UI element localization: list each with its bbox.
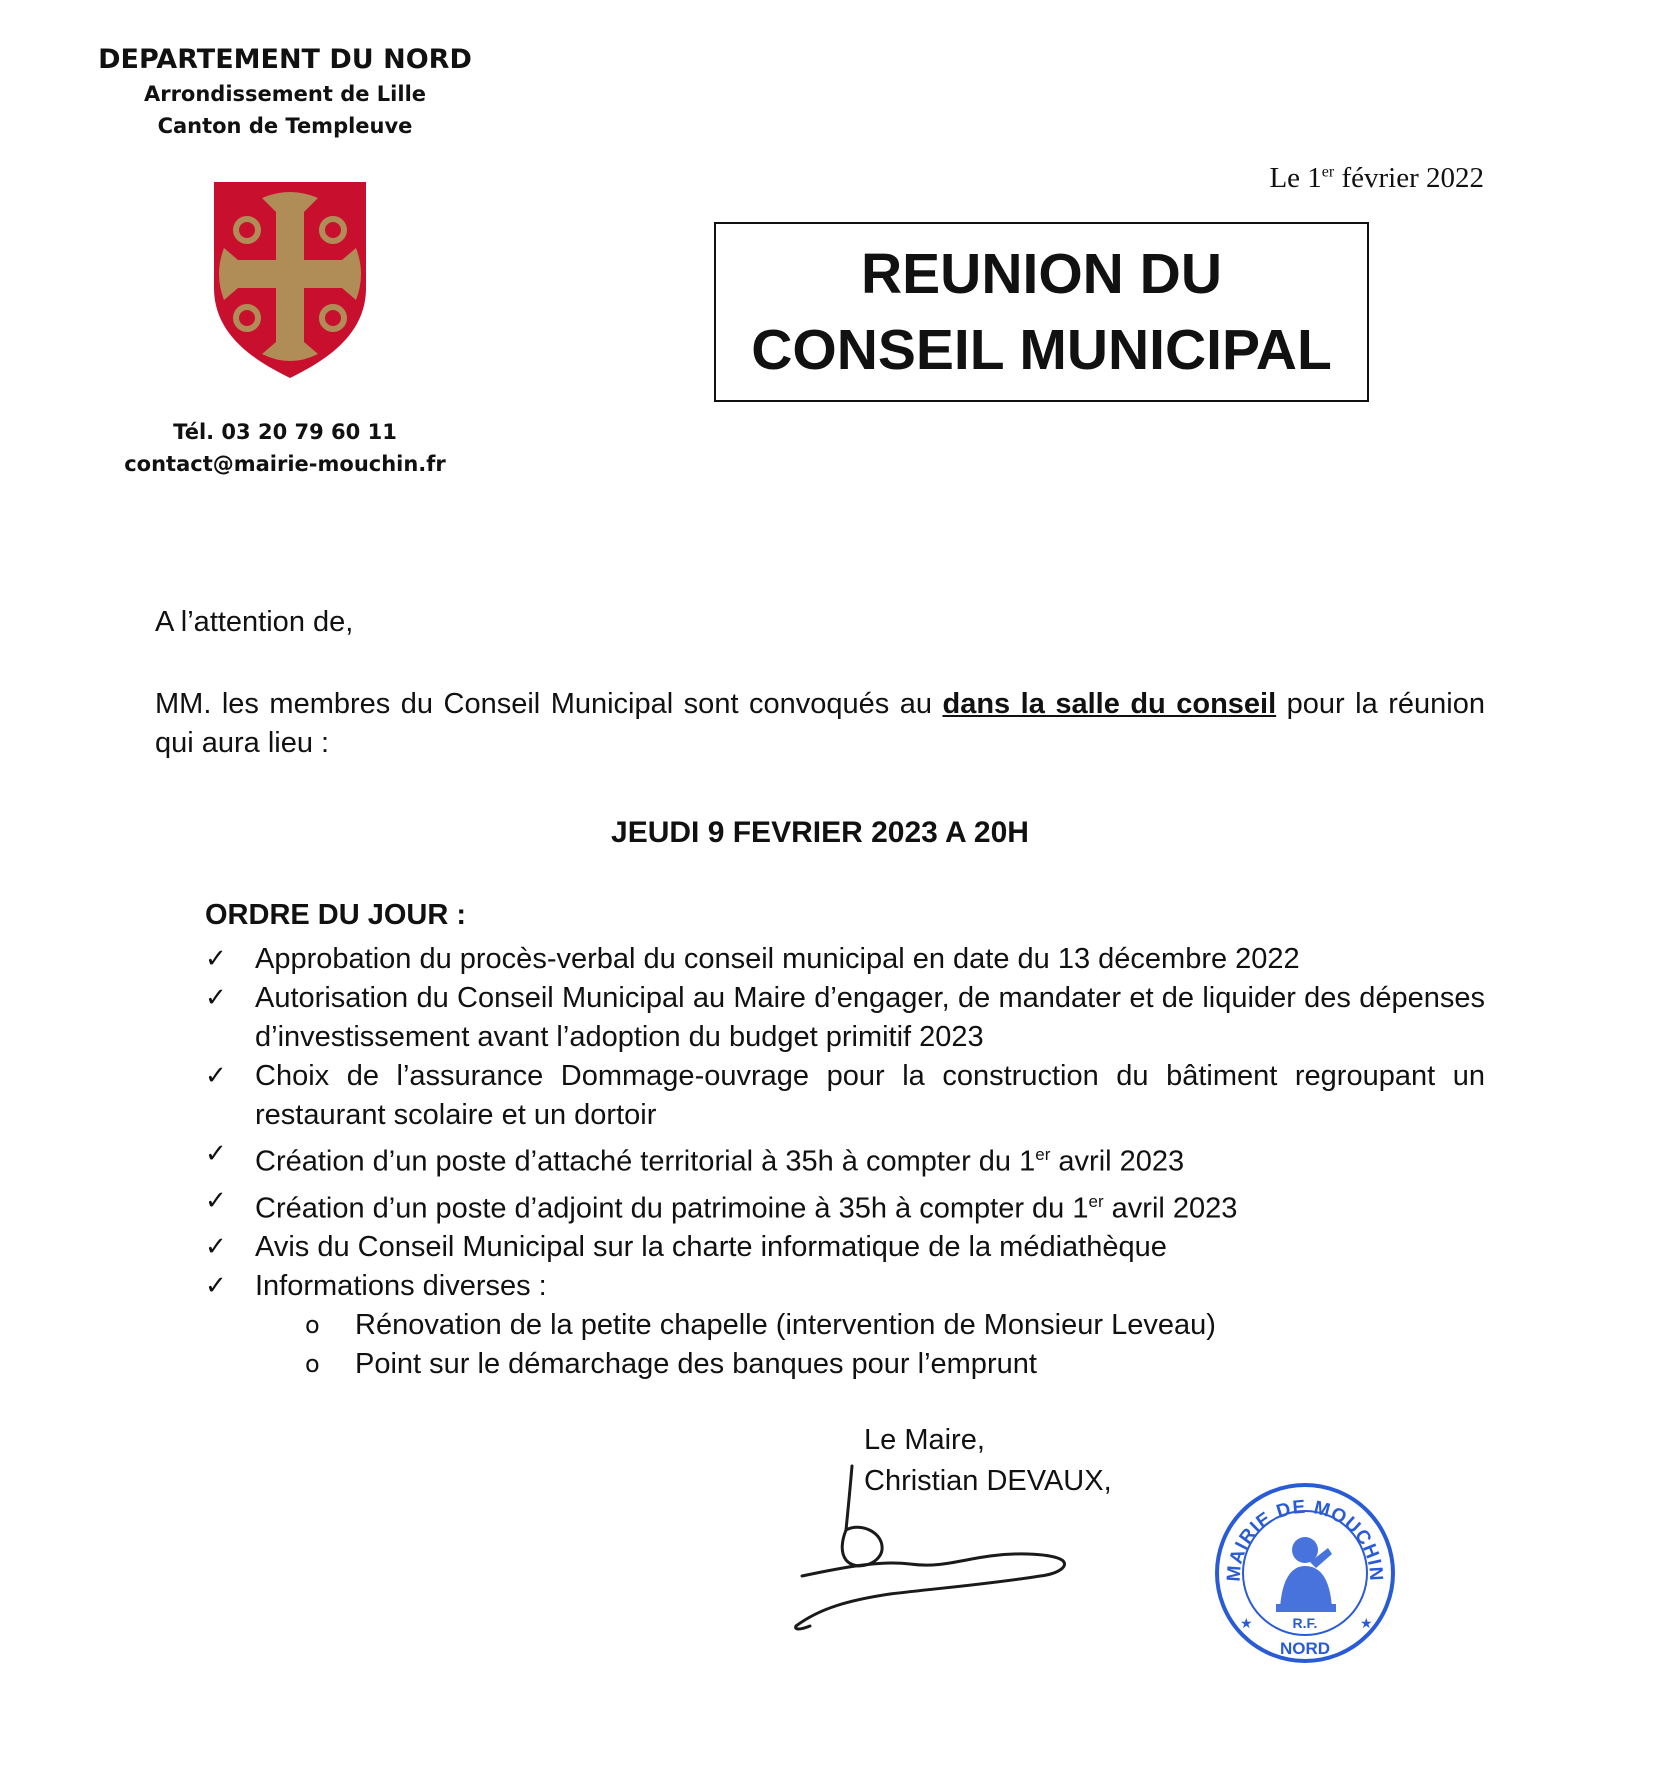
checkmark-icon: ✓ <box>205 983 227 1013</box>
department-heading: DEPARTEMENT DU NORD <box>98 44 472 75</box>
checkmark-icon: ✓ <box>205 1271 227 1302</box>
arrondissement-line: Arrondissement de Lille <box>143 82 427 106</box>
agenda-item: ✓ Avis du Conseil Municipal sur la charte informatique de la médiathèque <box>205 1228 1485 1267</box>
checkmark-icon: ✓ <box>205 1232 227 1263</box>
signatory-title: Le Maire, <box>864 1424 985 1456</box>
agenda-sub-item: o Point sur le démarchage des banques pour l’emprunt <box>205 1345 1485 1384</box>
attention-line: A l’attention de, <box>155 606 354 638</box>
email-line: contact@mairie-mouchin.fr <box>124 452 446 476</box>
svg-text:★: ★ <box>1240 1616 1253 1632</box>
meeting-location: dans la salle du conseil <box>942 688 1277 720</box>
coat-of-arms-icon <box>210 178 370 380</box>
agenda-item: ✓ Approbation du procès-verbal du conseil municipal en date du 13 décembre 2022 <box>205 940 1485 979</box>
handwritten-signature <box>790 1460 1090 1660</box>
circle-bullet-icon: o <box>305 1350 320 1379</box>
agenda-sub-item: o Rénovation de la petite chapelle (intervention de Monsieur Leveau) <box>205 1306 1485 1345</box>
svg-text:NORD: NORD <box>1279 1639 1331 1658</box>
agenda-item: ✓ Autorisation du Conseil Municipal au Maire d’engager, de mandater et de liquider des dépenses d’investissement avant l’adoption du budget primitif 2023 <box>205 979 1485 1057</box>
document-date: Le 1er février 2022 <box>1269 162 1484 194</box>
meeting-title-box <box>714 222 1369 402</box>
svg-text:★: ★ <box>1360 1616 1373 1632</box>
meeting-date: JEUDI 9 FEVRIER 2023 A 20H <box>611 816 1029 849</box>
checkmark-icon: ✓ <box>205 944 227 974</box>
agenda-item: ✓ Création d’un poste d’attaché territorial à 35h à compter du 1er avril 2023 <box>205 1135 1485 1182</box>
svg-text:R.F.: R.F. <box>1292 1615 1318 1631</box>
checkmark-icon: ✓ <box>205 1139 227 1169</box>
phone-line: Tél. 03 20 79 60 11 <box>173 420 397 444</box>
agenda-title: ORDRE DU JOUR : <box>205 899 467 931</box>
agenda-item: ✓ Informations diverses : <box>205 1267 1485 1306</box>
circle-bullet-icon: o <box>305 1311 320 1340</box>
official-stamp <box>1210 1478 1400 1668</box>
agenda-item: ✓ Choix de l’assurance Dommage-ouvrage pour la construction du bâtiment regroupant un restaurant scolaire et un dortoir <box>205 1057 1485 1135</box>
agenda-item: ✓ Création d’un poste d’adjoint du patrimoine à 35h à compter du 1er avril 2023 <box>205 1182 1485 1229</box>
intro-paragraph: MM. les membres du Conseil Municipal sont convoqués au dans la salle du conseil pour la réunion qui aura lieu : <box>155 688 1485 759</box>
signatory-name: Christian DEVAUX, <box>864 1465 1112 1497</box>
title-line-1: REUNION DU <box>860 242 1222 306</box>
svg-text:MAIRIE DE MOUCHIN: MAIRIE DE MOUCHIN <box>1223 1496 1387 1583</box>
canton-line: Canton de Templeuve <box>157 114 413 138</box>
checkmark-icon: ✓ <box>205 1185 227 1216</box>
title-line-2: CONSEIL MUNICIPAL <box>751 318 1332 382</box>
checkmark-icon: ✓ <box>205 1061 227 1091</box>
agenda-list <box>205 940 1485 1384</box>
